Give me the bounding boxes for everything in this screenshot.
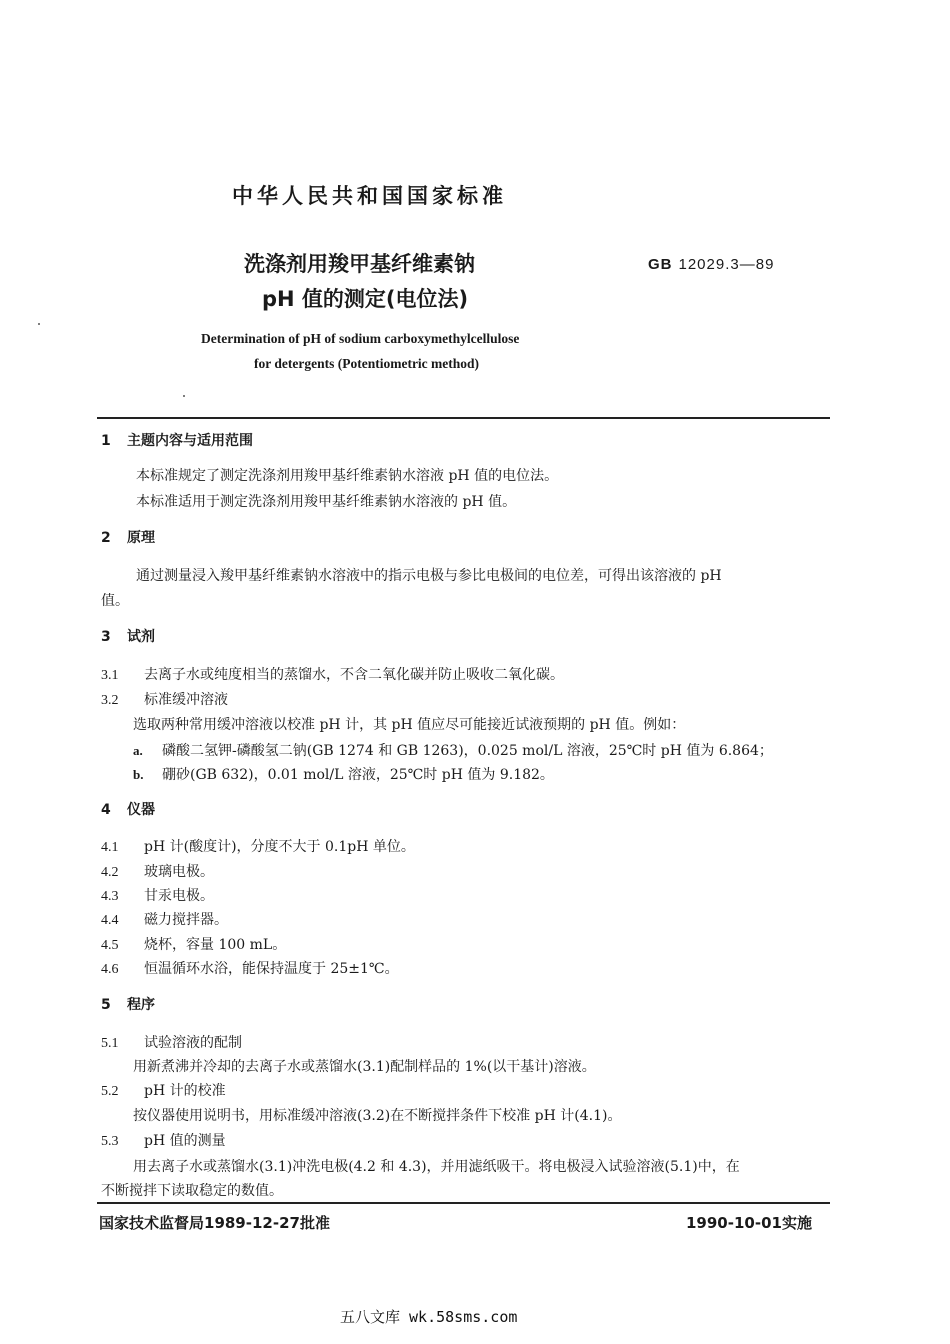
top-divider [97, 417, 830, 419]
list-item [101, 689, 228, 709]
list-item [101, 664, 564, 684]
english-title-line-2: for detergents (Potentiometric method) [254, 356, 480, 371]
section-5-heading [101, 994, 155, 1014]
item-number: 5.1 [101, 1036, 119, 1051]
section-title: 试剂 [127, 629, 155, 645]
paragraph: 用去离子水或蒸馏水(3.1)冲洗电极(4.2 和 4.3)，并用滤纸吸干。将电极浸入试验溶液(5.1)中，在 [133, 1159, 740, 1175]
national-standard-heading: 中华人民共和国国家标准 [232, 184, 507, 208]
standard-code [648, 256, 774, 273]
item-number: 4.1 [101, 840, 119, 855]
item-text: pH 值的测量 [144, 1133, 226, 1149]
paragraph: 按仪器使用说明书，用标准缓冲溶液(3.2)在不断搅拌条件下校准 pH 计(4.1)。 [133, 1108, 622, 1124]
list-item [133, 740, 773, 760]
item-text: 恒温循环水浴，能保持温度于 25±1℃。 [144, 961, 399, 977]
bottom-divider [97, 1202, 830, 1204]
code-number: 12029.3—89 [678, 256, 775, 273]
list-item [101, 861, 214, 881]
item-text: pH 计的校准 [144, 1083, 226, 1099]
item-number: 4.3 [101, 889, 119, 904]
paragraph: 本标准适用于测定洗涤剂用羧甲基纤维素钠水溶液的 pH 值。 [136, 494, 517, 510]
section-number: 5 [101, 997, 111, 1013]
item-text: 磁力搅拌器。 [144, 912, 228, 928]
item-text: 磷酸二氢钾-磷酸氢二钠(GB 1274 和 GB 1263)，0.025 mol/L 溶液，25℃时 pH 值为 6.864； [162, 743, 773, 759]
section-number: 2 [101, 530, 111, 546]
item-text: 硼砂(GB 632)，0.01 mol/L 溶液，25℃时 pH 值为 9.182。 [162, 767, 554, 783]
item-number: 4.6 [101, 962, 119, 977]
list-item [101, 885, 214, 905]
paragraph: 用新煮沸并冷却的去离子水或蒸馏水(3.1)配制样品的 1%(以干基计)溶液。 [133, 1059, 596, 1075]
item-number: 4.5 [101, 938, 119, 953]
code-prefix: GB [648, 256, 673, 273]
section-1-heading [101, 430, 253, 450]
item-text: 玻璃电极。 [144, 864, 214, 880]
item-number: 5.2 [101, 1084, 119, 1099]
english-title-line-1: Determination of pH of sodium carboxymethylcellulose [201, 331, 520, 346]
item-text: 甘汞电极。 [144, 888, 214, 904]
watermark: 五八文库 wk.58sms.com [340, 1308, 518, 1326]
list-item [101, 909, 228, 929]
list-item [101, 1080, 226, 1100]
title-line-2: pH 值的测定(电位法) [262, 287, 469, 311]
section-title: 原理 [127, 530, 155, 546]
item-number: 3.1 [101, 668, 119, 683]
item-label: a. [133, 743, 143, 758]
section-2-heading [101, 527, 155, 547]
paragraph: 值。 [101, 593, 129, 609]
paragraph: 通过测量浸入羧甲基纤维素钠水溶液中的指示电极与参比电极间的电位差，可得出该溶液的 pH [136, 568, 722, 584]
list-item [101, 836, 415, 856]
list-item [133, 764, 554, 784]
section-4-heading [101, 799, 155, 819]
item-text: 标准缓冲溶液 [144, 692, 228, 708]
item-text: 试验溶液的配制 [144, 1035, 242, 1051]
list-item [101, 1130, 226, 1150]
scan-speck [183, 395, 185, 397]
list-item [101, 934, 286, 954]
paragraph: 不断搅拌下读取稳定的数值。 [101, 1183, 283, 1199]
section-number: 4 [101, 802, 111, 818]
effective-date: 1990-10-01实施 [686, 1214, 812, 1232]
item-number: 5.3 [101, 1134, 119, 1149]
section-title: 程序 [127, 997, 155, 1013]
section-number: 3 [101, 629, 111, 645]
list-item [101, 1032, 242, 1052]
item-number: 4.2 [101, 865, 119, 880]
section-title: 主题内容与适用范围 [127, 433, 253, 449]
item-text: pH 计(酸度计)，分度不大于 0.1pH 单位。 [144, 839, 415, 855]
approval-date: 国家技术监督局1989-12-27批准 [99, 1214, 330, 1232]
item-number: 4.4 [101, 913, 119, 928]
section-title: 仪器 [127, 802, 155, 818]
list-item [101, 958, 399, 978]
item-label: b. [133, 767, 144, 782]
paragraph: 选取两种常用缓冲溶液以校准 pH 计，其 pH 值应尽可能接近试液预期的 pH 值。例如： [133, 717, 686, 733]
item-text: 去离子水或纯度相当的蒸馏水，不含二氧化碳并防止吸收二氧化碳。 [144, 667, 564, 683]
paragraph: 本标准规定了测定洗涤剂用羧甲基纤维素钠水溶液 pH 值的电位法。 [136, 468, 559, 484]
title-line-1: 洗涤剂用羧甲基纤维素钠 [244, 252, 475, 276]
item-text: 烧杯，容量 100 mL。 [144, 937, 287, 953]
scan-speck [38, 323, 40, 325]
item-number: 3.2 [101, 693, 119, 708]
section-3-heading [101, 626, 155, 646]
section-number: 1 [101, 433, 111, 449]
